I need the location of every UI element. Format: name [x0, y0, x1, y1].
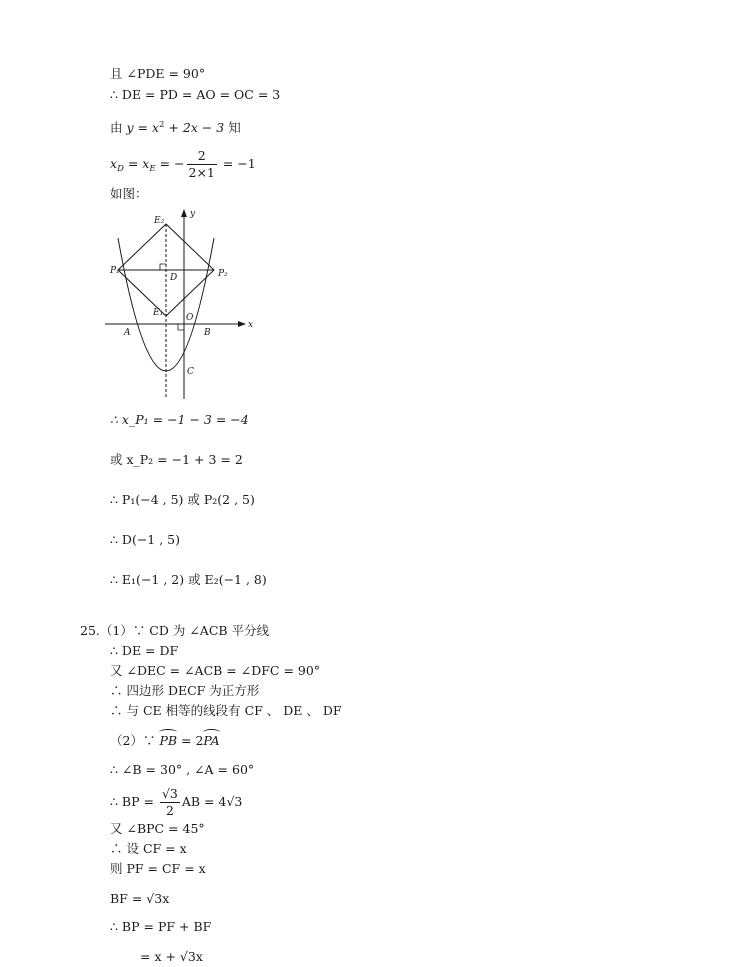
x-axis-arrow: [238, 321, 246, 327]
equation-rest: + 2x − 3: [164, 120, 225, 135]
text-line: ∴ ∠B = 30° , ∠A = 60°: [110, 762, 255, 777]
arc-pb: PB: [159, 733, 178, 748]
label-y: y: [190, 209, 196, 219]
text-line: ∴ x_P₁ = −1 − 3 = −4: [110, 412, 249, 427]
text-line: [110, 733, 220, 749]
parabola-figure: [100, 204, 260, 404]
label-x: x: [248, 320, 254, 330]
fraction: [187, 148, 217, 181]
text-line: ∴ P₁(−4 , 5) 或 P₂(2 , 5): [110, 492, 255, 507]
text-prefix: 由: [110, 120, 127, 135]
label-b: B: [204, 328, 211, 338]
text-line: ∴ DE = PD = AO = OC = 3: [110, 87, 281, 102]
label-e1: E₁: [153, 308, 164, 318]
sub-d: D: [117, 164, 124, 174]
y-axis-arrow: [181, 209, 187, 217]
text-line: ∴ 四边形 DECF 为正方形: [110, 683, 260, 698]
text-line: ∴ 与 CE 相等的线段有 CF 、 DE 、 DF: [110, 703, 342, 718]
var-x: x: [110, 156, 118, 171]
text-line: = x + √3x: [140, 949, 203, 964]
text-line: ∴ E₁(−1 , 2) 或 E₂(−1 , 8): [110, 572, 267, 587]
text-line: ∴ D(−1 , 5): [110, 532, 181, 547]
fraction-numerator: 2: [187, 148, 217, 165]
question-25-title: 25.（1）∵ CD 为 ∠ACB 平分线: [80, 623, 270, 638]
equals-minus: = −: [155, 156, 185, 171]
text-line: BF = √3x: [110, 891, 170, 906]
text-line: ∴ BP = PF + BF: [110, 919, 212, 934]
equation-y: y = x: [126, 120, 160, 135]
text-suffix: AB = 4√3: [181, 794, 243, 809]
label-p2: P₂: [218, 269, 228, 279]
text-line: 又 ∠BPC = 45°: [110, 821, 205, 836]
right-angle-mark: [160, 264, 166, 270]
text-prefix: ∴ BP =: [110, 794, 158, 809]
label-a: A: [124, 328, 131, 338]
text-line: 则 PF = CF = x: [110, 861, 206, 876]
text-line: 或 x_P₂ = −1 + 3 = 2: [110, 452, 243, 467]
text-prefix: （2）∵: [110, 733, 160, 748]
text-line: 又 ∠DEC = ∠ACB = ∠DFC = 90°: [110, 663, 321, 678]
equation-xd: [110, 146, 256, 187]
equals-result: = −1: [218, 156, 256, 171]
text-line: [110, 117, 241, 136]
fraction-numerator: √3: [161, 786, 178, 801]
label-c: C: [187, 367, 194, 377]
fraction: [160, 786, 180, 819]
sub-e: E: [149, 164, 156, 174]
text-line: 如图：: [110, 186, 148, 201]
text-line: 且 ∠PDE = 90°: [110, 66, 206, 81]
arc-pa: PA: [203, 733, 220, 748]
var-x: = x: [123, 156, 150, 171]
text-line: ∴ 设 CF = x: [110, 841, 187, 856]
label-o: O: [186, 313, 194, 323]
label-d: D: [170, 273, 178, 283]
exponent: 2: [159, 120, 165, 130]
label-e2: E₂: [154, 216, 165, 226]
fraction-denominator: 2: [165, 803, 174, 818]
text-suffix: 知: [224, 120, 241, 135]
text-line: ∴ DE = DF: [110, 643, 179, 658]
equation-bp: [110, 784, 242, 820]
equals-two: = 2: [177, 733, 204, 748]
fraction-denominator: 2×1: [188, 165, 215, 180]
label-p1: P₁: [110, 266, 120, 276]
right-angle-mark: [178, 324, 184, 330]
